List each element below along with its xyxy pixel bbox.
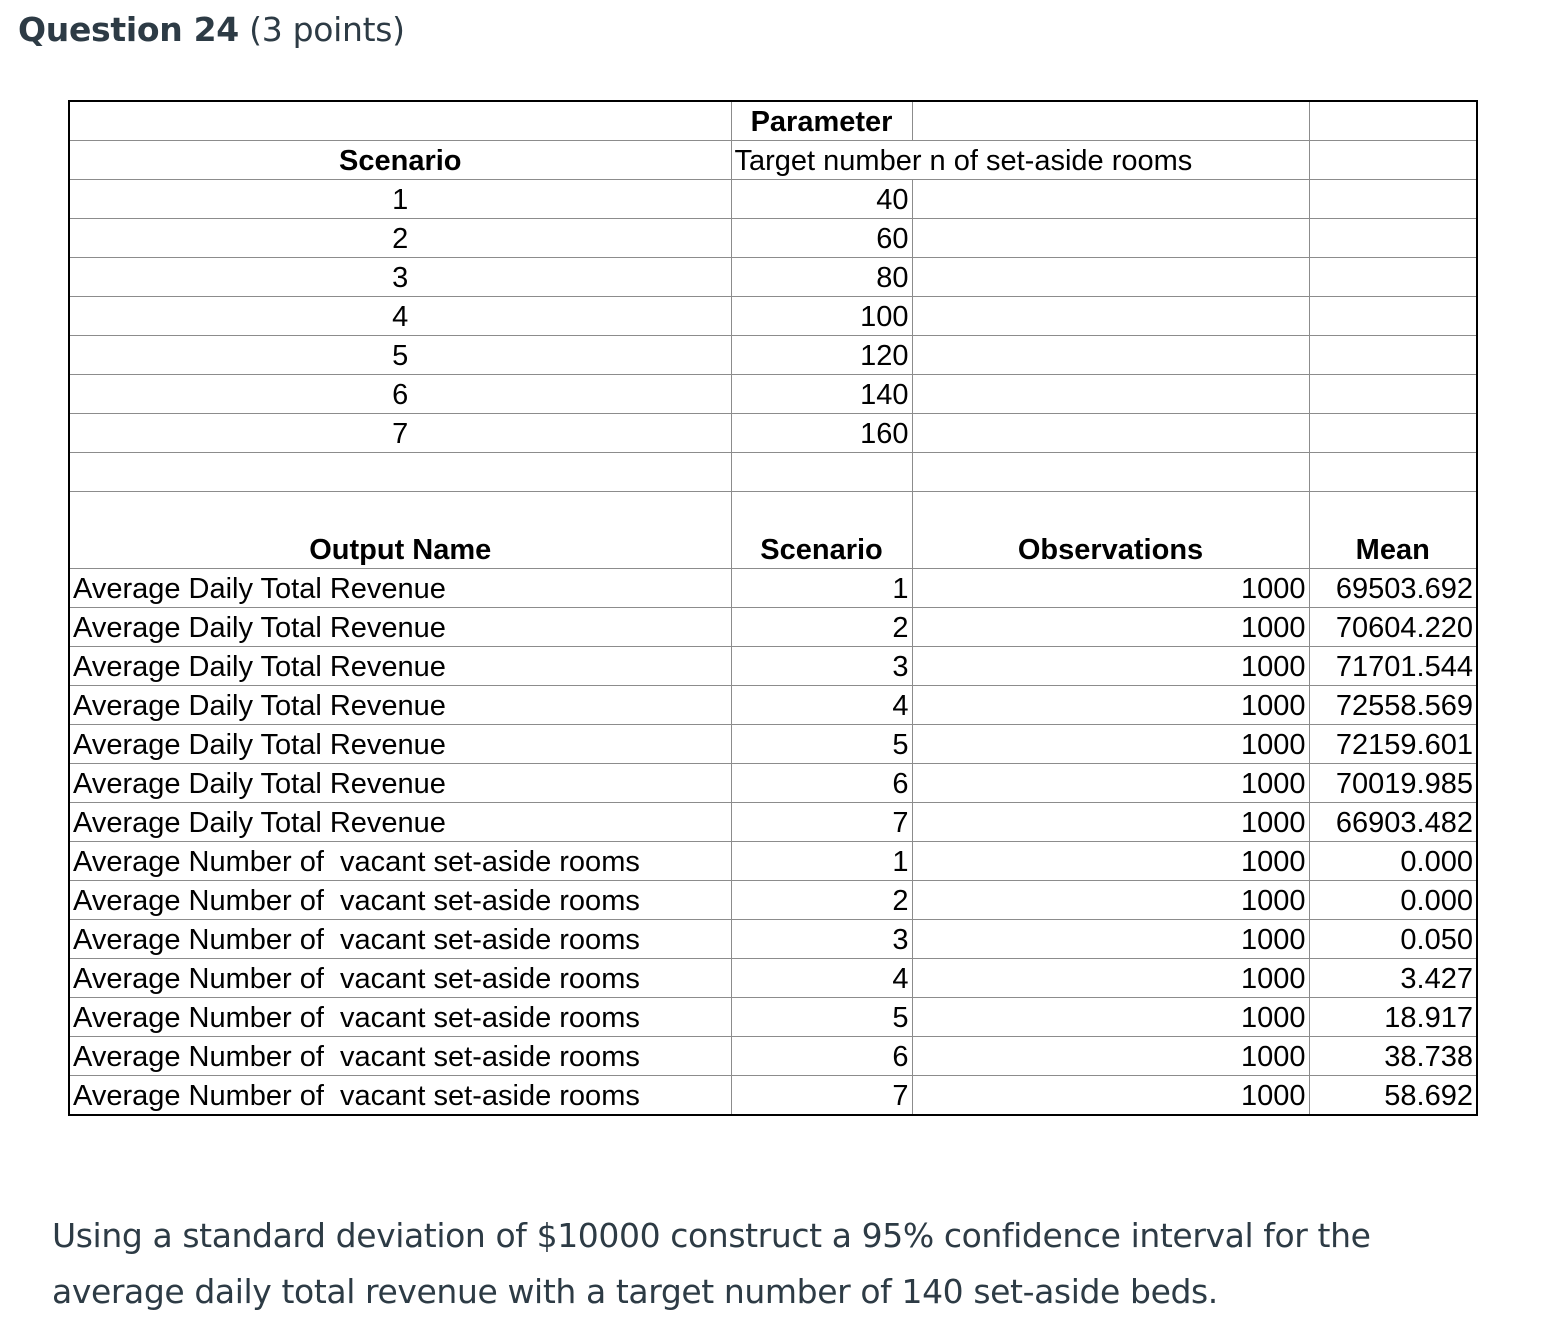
observations-cell: 1000 xyxy=(912,803,1309,842)
output-scenario-header: Scenario xyxy=(731,492,912,569)
mean-cell: 70019.985 xyxy=(1309,764,1477,803)
output-row xyxy=(69,764,1477,803)
parameter-row xyxy=(69,336,1477,375)
empty-cell xyxy=(912,336,1309,375)
empty-cell xyxy=(1309,219,1477,258)
output-row xyxy=(69,608,1477,647)
parameter-scenario-cell: 4 xyxy=(69,297,731,336)
mean-cell: 70604.220 xyxy=(1309,608,1477,647)
observations-cell: 1000 xyxy=(912,725,1309,764)
empty-cell xyxy=(69,453,731,492)
output-row xyxy=(69,959,1477,998)
output-name-cell: Average Number of vacant set-aside rooms xyxy=(69,1037,731,1076)
parameter-row xyxy=(69,297,1477,336)
parameter-name-row xyxy=(69,141,1477,180)
observations-cell: 1000 xyxy=(912,881,1309,920)
empty-cell xyxy=(1309,180,1477,219)
output-name-cell: Average Number of vacant set-aside rooms xyxy=(69,842,731,881)
output-name-cell: Average Number of vacant set-aside rooms xyxy=(69,920,731,959)
output-scenario-cell: 7 xyxy=(731,1076,912,1116)
empty-cell xyxy=(912,219,1309,258)
empty-cell xyxy=(1309,453,1477,492)
output-scenario-cell: 1 xyxy=(731,569,912,608)
empty-cell xyxy=(1309,375,1477,414)
output-scenario-cell: 4 xyxy=(731,686,912,725)
output-scenario-cell: 7 xyxy=(731,803,912,842)
mean-cell: 69503.692 xyxy=(1309,569,1477,608)
empty-cell xyxy=(912,180,1309,219)
mean-cell: 72558.569 xyxy=(1309,686,1477,725)
output-header-row xyxy=(69,492,1477,569)
mean-cell: 0.000 xyxy=(1309,842,1477,881)
output-name-cell: Average Daily Total Revenue xyxy=(69,686,731,725)
question-title xyxy=(18,10,405,49)
parameter-row xyxy=(69,375,1477,414)
output-name-cell: Average Daily Total Revenue xyxy=(69,569,731,608)
output-scenario-cell: 2 xyxy=(731,881,912,920)
output-name-cell: Average Number of vacant set-aside rooms xyxy=(69,881,731,920)
observations-cell: 1000 xyxy=(912,608,1309,647)
observations-cell: 1000 xyxy=(912,1076,1309,1116)
output-row xyxy=(69,920,1477,959)
parameter-scenario-cell: 3 xyxy=(69,258,731,297)
empty-cell xyxy=(1309,336,1477,375)
output-scenario-cell: 6 xyxy=(731,764,912,803)
observations-cell: 1000 xyxy=(912,998,1309,1037)
empty-cell xyxy=(1309,297,1477,336)
output-name-cell: Average Number of vacant set-aside rooms xyxy=(69,959,731,998)
output-scenario-cell: 1 xyxy=(731,842,912,881)
output-scenario-cell: 4 xyxy=(731,959,912,998)
empty-cell xyxy=(912,375,1309,414)
output-name-cell: Average Daily Total Revenue xyxy=(69,647,731,686)
observations-cell: 1000 xyxy=(912,647,1309,686)
parameter-row xyxy=(69,219,1477,258)
empty-cell xyxy=(912,297,1309,336)
parameter-value-cell: 160 xyxy=(731,414,912,453)
parameter-name: Target number n of set-aside rooms xyxy=(731,141,1309,180)
output-row xyxy=(69,725,1477,764)
parameter-scenario-cell: 1 xyxy=(69,180,731,219)
empty-cell xyxy=(1309,414,1477,453)
parameter-header-row xyxy=(69,101,1477,141)
output-row xyxy=(69,1076,1477,1116)
output-scenario-cell: 3 xyxy=(731,647,912,686)
mean-cell: 3.427 xyxy=(1309,959,1477,998)
mean-cell: 38.738 xyxy=(1309,1037,1477,1076)
observations-header: Observations xyxy=(912,492,1309,569)
mean-cell: 71701.544 xyxy=(1309,647,1477,686)
output-name-cell: Average Daily Total Revenue xyxy=(69,725,731,764)
parameter-row xyxy=(69,258,1477,297)
output-scenario-cell: 5 xyxy=(731,725,912,764)
mean-cell: 66903.482 xyxy=(1309,803,1477,842)
output-scenario-cell: 5 xyxy=(731,998,912,1037)
parameter-value-cell: 100 xyxy=(731,297,912,336)
parameter-value-cell: 80 xyxy=(731,258,912,297)
output-name-cell: Average Daily Total Revenue xyxy=(69,608,731,647)
mean-cell: 0.050 xyxy=(1309,920,1477,959)
observations-cell: 1000 xyxy=(912,569,1309,608)
empty-cell xyxy=(912,453,1309,492)
question-prompt: Using a standard deviation of $10000 construct a 95% confidence interval for the average daily total revenue with a target number of 140 set-aside beds. xyxy=(52,1216,1371,1311)
output-scenario-cell: 6 xyxy=(731,1037,912,1076)
observations-cell: 1000 xyxy=(912,842,1309,881)
output-row xyxy=(69,881,1477,920)
output-row xyxy=(69,686,1477,725)
empty-cell xyxy=(731,453,912,492)
parameter-scenario-cell: 7 xyxy=(69,414,731,453)
observations-cell: 1000 xyxy=(912,686,1309,725)
mean-cell: 72159.601 xyxy=(1309,725,1477,764)
spreadsheet-table xyxy=(68,100,1478,1116)
output-scenario-cell: 2 xyxy=(731,608,912,647)
observations-cell: 1000 xyxy=(912,959,1309,998)
output-name-cell: Average Daily Total Revenue xyxy=(69,764,731,803)
output-name-cell: Average Number of vacant set-aside rooms xyxy=(69,1076,731,1116)
mean-cell: 18.917 xyxy=(1309,998,1477,1037)
parameter-value-cell: 40 xyxy=(731,180,912,219)
output-row xyxy=(69,647,1477,686)
parameter-scenario-cell: 2 xyxy=(69,219,731,258)
parameter-scenario-cell: 5 xyxy=(69,336,731,375)
mean-cell: 58.692 xyxy=(1309,1076,1477,1116)
parameter-row xyxy=(69,180,1477,219)
parameter-value-cell: 140 xyxy=(731,375,912,414)
blank-row xyxy=(69,453,1477,492)
empty-cell xyxy=(912,414,1309,453)
observations-cell: 1000 xyxy=(912,764,1309,803)
output-scenario-cell: 3 xyxy=(731,920,912,959)
mean-header: Mean xyxy=(1309,492,1477,569)
observations-cell: 1000 xyxy=(912,920,1309,959)
output-row xyxy=(69,842,1477,881)
parameter-header: Parameter xyxy=(731,101,912,141)
empty-cell xyxy=(912,258,1309,297)
question-number: Question 24 xyxy=(18,10,239,49)
output-row xyxy=(69,803,1477,842)
output-name-cell: Average Daily Total Revenue xyxy=(69,803,731,842)
observations-cell: 1000 xyxy=(912,1037,1309,1076)
parameter-scenario-cell: 6 xyxy=(69,375,731,414)
scenario-header: Scenario xyxy=(69,141,731,180)
empty-cell xyxy=(1309,258,1477,297)
question-points: (3 points) xyxy=(249,10,405,49)
output-row xyxy=(69,569,1477,608)
output-row xyxy=(69,1037,1477,1076)
output-name-cell: Average Number of vacant set-aside rooms xyxy=(69,998,731,1037)
parameter-value-cell: 60 xyxy=(731,219,912,258)
output-name-header: Output Name xyxy=(69,492,731,569)
parameter-value-cell: 120 xyxy=(731,336,912,375)
output-row xyxy=(69,998,1477,1037)
parameter-row xyxy=(69,414,1477,453)
mean-cell: 0.000 xyxy=(1309,881,1477,920)
